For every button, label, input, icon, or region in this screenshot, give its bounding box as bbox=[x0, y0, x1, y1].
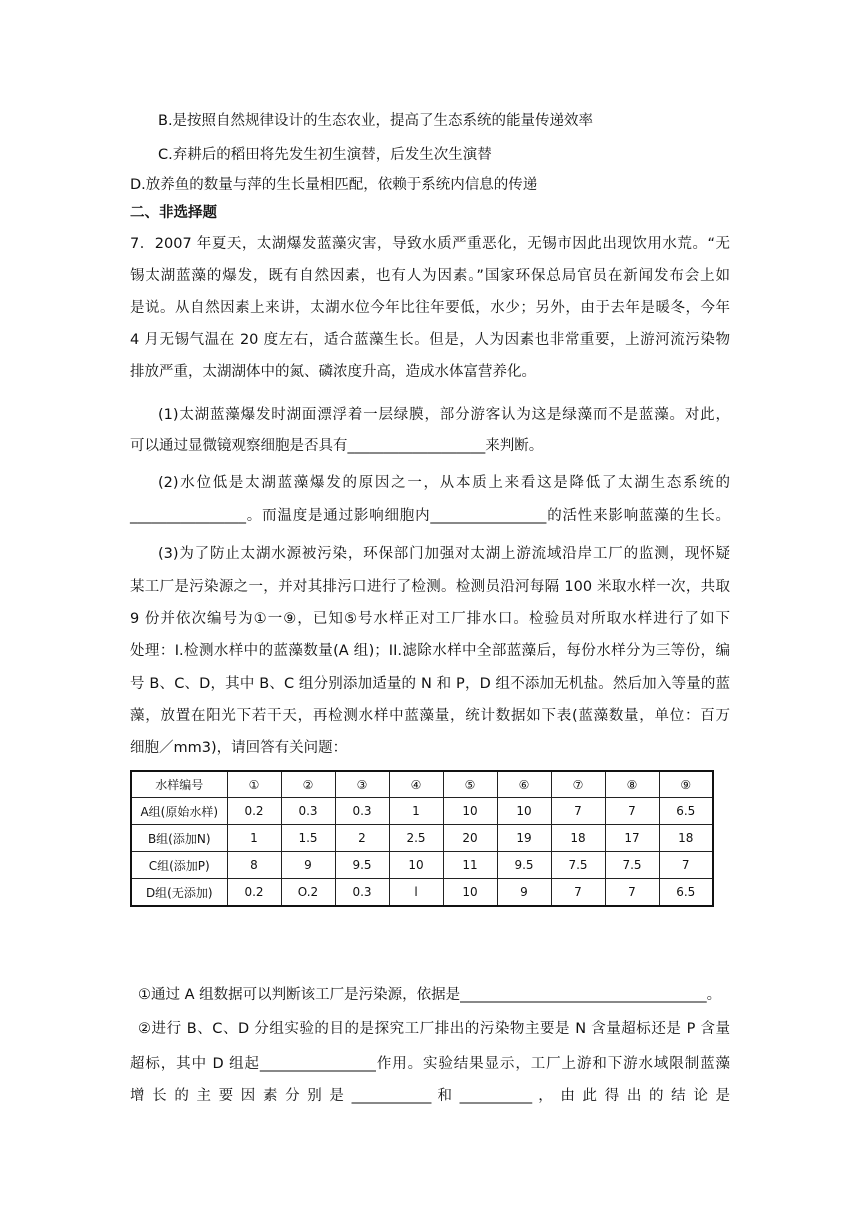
table-header-cell: ⑥ bbox=[497, 771, 551, 798]
q7-intro-line: 锡太湖蓝藻的爆发，既有自然因素，也有人为因素。”国家环保总局官员在新闻发布会上如 bbox=[130, 268, 730, 284]
table-header-cell: ⑧ bbox=[605, 771, 659, 798]
table-cell: D组(无添加) bbox=[131, 879, 227, 907]
table-header-cell: ② bbox=[281, 771, 335, 798]
table-cell: 10 bbox=[443, 798, 497, 825]
q7-part3-line: 藻，放置在阳光下若干天，再检测水样中蓝藻量，统计数据如下表(蓝藻数量，单位：百万 bbox=[130, 708, 730, 724]
table-cell: 2 bbox=[335, 825, 389, 852]
table-header-cell: ⑨ bbox=[659, 771, 713, 798]
table-cell: 20 bbox=[443, 825, 497, 852]
table-cell: 7 bbox=[659, 852, 713, 879]
table-cell: 0.3 bbox=[335, 798, 389, 825]
table-cell: 18 bbox=[551, 825, 605, 852]
table-cell: 0.2 bbox=[227, 798, 281, 825]
q7-sub2-line: 增 长 的 主 要 因 素 分 别 是 ___________ 和 __________ ， 由 此 得 出 的 结 论 是 bbox=[130, 1088, 730, 1104]
q7-sub1-line: ①通过 A 组数据可以判断该工厂是污染源，依据是__________________________________。 bbox=[138, 987, 722, 1003]
section-title: 二、非选择题 bbox=[130, 205, 217, 221]
table-cell: 18 bbox=[659, 825, 713, 852]
q7-intro-line: 是说。从自然因素上来讲，太湖水位今年比往年要低，水少；另外，由于去年是暖冬，今年 bbox=[130, 300, 730, 316]
table-cell: C组(添加P) bbox=[131, 852, 227, 879]
table-cell: 0.3 bbox=[281, 798, 335, 825]
data-table bbox=[130, 770, 714, 907]
table-cell: 1 bbox=[389, 798, 443, 825]
q7-sub2-line: ②进行 B、C、D 分组实验的目的是探究工厂排出的污染物主要是 N 含量超标还是 P 含量 bbox=[138, 1021, 730, 1037]
table-cell: A组(原始水样) bbox=[131, 798, 227, 825]
q7-part3-line: 细胞／mm3)，请回答有关问题： bbox=[130, 740, 348, 756]
table-cell: 2.5 bbox=[389, 825, 443, 852]
table-row bbox=[131, 825, 713, 852]
q7-intro-line: 排放严重，太湖湖体中的氮、磷浓度升高，造成水体富营养化。 bbox=[130, 364, 536, 380]
table-cell: 1 bbox=[227, 825, 281, 852]
table-header-cell: ⑦ bbox=[551, 771, 605, 798]
table-cell: 9 bbox=[497, 879, 551, 907]
table-cell: 7 bbox=[551, 798, 605, 825]
q7-part3-line: (3)为了防止太湖水源被污染，环保部门加强对太湖上游流域沿岸工厂的监测，现怀疑 bbox=[158, 546, 730, 562]
table-cell: 1.5 bbox=[281, 825, 335, 852]
table-cell: 6.5 bbox=[659, 879, 713, 907]
table-cell: l bbox=[389, 879, 443, 907]
table-row bbox=[131, 798, 713, 825]
table-cell: 11 bbox=[443, 852, 497, 879]
table-cell: B组(添加N) bbox=[131, 825, 227, 852]
q7-intro-line: 4 月无锡气温在 20 度左右，适合蓝藻生长。但是，人为因素也非常重要，上游河流污染物 bbox=[130, 332, 730, 348]
table-cell: 7.5 bbox=[551, 852, 605, 879]
q7-part2-line: ________________。而温度是通过影响细胞内________________的活性来影响蓝藻的生长。 bbox=[130, 508, 730, 524]
table-cell: 19 bbox=[497, 825, 551, 852]
table-cell: 7 bbox=[605, 879, 659, 907]
table-cell: 10 bbox=[443, 879, 497, 907]
table-cell: 0.3 bbox=[335, 879, 389, 907]
table-cell: 9 bbox=[281, 852, 335, 879]
table-row bbox=[131, 879, 713, 907]
q7-sub2-line: 超标，其中 D 组起________________作用。实验结果显示，工厂上游和下游水域限制蓝藻 bbox=[130, 1056, 730, 1072]
table-cell: 10 bbox=[389, 852, 443, 879]
table-header-cell: 水样编号 bbox=[131, 771, 227, 798]
table-cell: 0.2 bbox=[227, 879, 281, 907]
table-header-cell: ③ bbox=[335, 771, 389, 798]
option-c: C.弃耕后的稻田将先发生初生演替，后发生次生演替 bbox=[158, 147, 492, 163]
option-d: D.放养鱼的数量与萍的生长量相匹配，依赖于系统内信息的传递 bbox=[130, 177, 538, 193]
table-cell: 6.5 bbox=[659, 798, 713, 825]
q7-part2-line: (2)水位低是太湖蓝藻爆发的原因之一，从本质上来看这是降低了太湖生态系统的 bbox=[158, 475, 730, 491]
table-header-cell: ⑤ bbox=[443, 771, 497, 798]
q7-part3-line: 处理：I.检测水样中的蓝藻数量(A 组)；II.滤除水样中全部蓝藻后，每份水样分为三等份，编 bbox=[130, 643, 730, 659]
table-cell: 7.5 bbox=[605, 852, 659, 879]
table-cell: 7 bbox=[605, 798, 659, 825]
option-b: B.是按照自然规律设计的生态农业，提高了生态系统的能量传递效率 bbox=[158, 113, 594, 129]
q7-intro-line: 7．2007 年夏天，太湖爆发蓝藻灾害，导致水质严重恶化，无锡市因此出现饮用水荒。“无 bbox=[130, 236, 730, 252]
table-cell: 9.5 bbox=[335, 852, 389, 879]
table-cell: O.2 bbox=[281, 879, 335, 907]
table-cell: 10 bbox=[497, 798, 551, 825]
q7-part3-line: 某工厂是污染源之一，并对其排污口进行了检测。检测员沿河每隔 100 米取水样一次，共取 bbox=[130, 579, 730, 595]
q7-part3-line: 号 B、C、D，其中 B、C 组分别添加适量的 N 和 P，D 组不添加无机盐。然后加入等量的蓝 bbox=[130, 676, 730, 692]
table-header-cell: ① bbox=[227, 771, 281, 798]
table-cell: 7 bbox=[551, 879, 605, 907]
q7-part3-line: 9 份并依次编号为①一⑨，已知⑤号水样正对工厂排水口。检验员对所取水样进行了如下 bbox=[130, 611, 730, 627]
q7-part1-line: 可以通过显微镜观察细胞是否具有___________________来判断。 bbox=[130, 438, 544, 454]
q7-part1-line: (1)太湖蓝藻爆发时湖面漂浮着一层绿膜，部分游客认为这是绿藻而不是蓝藻。对此， bbox=[158, 407, 730, 423]
table-header-cell: ④ bbox=[389, 771, 443, 798]
table-cell: 17 bbox=[605, 825, 659, 852]
table-cell: 9.5 bbox=[497, 852, 551, 879]
table-cell: 8 bbox=[227, 852, 281, 879]
table-row bbox=[131, 852, 713, 879]
table-header-row bbox=[131, 771, 713, 798]
